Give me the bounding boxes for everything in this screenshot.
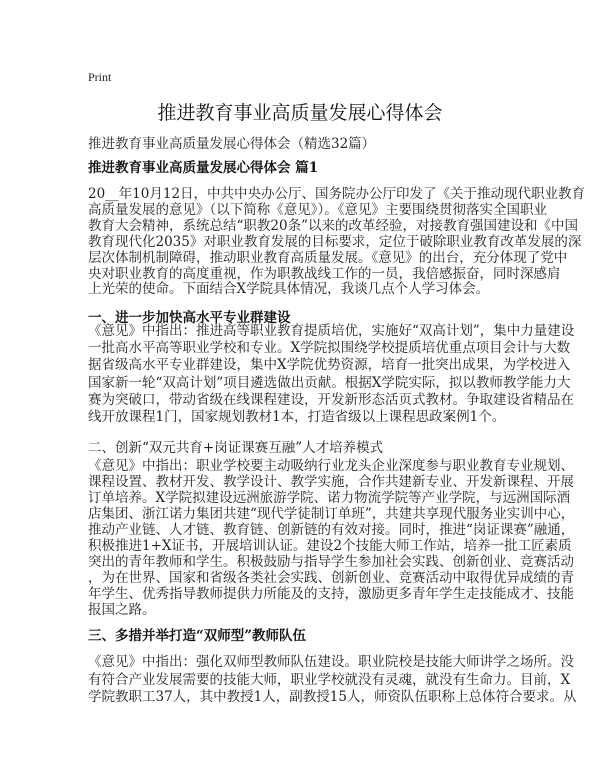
article-heading: 推进教育事业高质量发展心得体会 篇1 [88,160,319,176]
text-line: 《意见》中指出：强化双师型教师队伍建设。职业院校是技能大师讲学之场所。没 [88,654,574,670]
text-line: 上光荣的使命。下面结合X学院具体情况，我谈几点个人学习体会。 [88,281,490,298]
text-line: 一批高水平高等职业学校和专业。X学院拟围绕学校提质培优重点项目会计与大数 [88,340,571,357]
paragraph-section-1 [88,323,575,426]
text-line: 据省级高水平专业群建设，集中X学院优势资源，培育一批突出成果，为学校进入 [88,357,571,374]
text-line: 学院教职工37人，其中教授1人，副教授15人，师资队伍职称上总体符合要求。从 [88,689,577,705]
paragraph-intro [88,186,586,298]
print-link[interactable]: Print [88,70,112,84]
text-line: 线开放课程1门，国家规划教材1本，打造省级以上课程思政案例1个。 [88,409,506,426]
text-line: 央对职业教育的高度重视，作为职教战线工作的一员，我倍感振奋，同时深感肩 [88,265,561,282]
text-line: 突出的青年教师和学生。积极鼓励与指导学生参加社会实践、创新创业、竞赛活动 [88,553,574,570]
text-line: 有符合产业发展需要的技能大师，职业学校就没有灵魂，就没有生命力。目前，X [88,671,571,688]
text-line: 赛为突破口，带动省级在线课程建设，开发新形态活页式教材。争取建设省精品在 [88,391,574,408]
text-line: 店集团、浙江诺力集团共建“现代学徒制订单班”，共建共享现代服务业实训中心， [88,505,575,522]
text-line: ，为在世界、国家和省级各类社会实践、创新创业、竞赛活动中取得优异成绩的青 [88,569,574,586]
paragraph-section-3 [88,654,577,707]
section-heading-3: 三、多措并举打造“双师型”教师队伍 [88,628,307,644]
text-line: 国家新一轮“双高计划”项目遴选做出贡献。根据X学院实际，拟以教师教学能力大 [88,374,571,391]
text-line: 教育现代化2035》对职业教育发展的目标要求，定位于破除职业教育改革发展的深 [88,233,582,250]
text-line: 层次体制机制障碍，推动职业教育高质量发展。《意见》的出台，充分体现了党中 [88,249,568,266]
text-line: 订单培养。X学院拟建设远洲旅游学院、诺力物流学院等产业学院，与远洲国际酒 [88,489,571,506]
text-line: 报国之路。 [88,601,156,618]
text-line: 高质量发展的意见》（以下简称《意见》）。《意见》主要围绕贯彻落实全国职业 [88,201,547,218]
text-line: 课程设置、教材开发、教学设计、教学实施，合作共建新专业、开发新课程、开展 [88,473,574,490]
section-heading-2: 二、创新“双元共育+岗证课赛互融”人才培养模式 [88,440,384,456]
text-line: 《意见》中指出：推进高等职业教育提质培优，实施好“双高计划”，集中力量建设 [88,323,575,339]
text-line: 年学生、优秀指导教师提供力所能及的支持，激励更多青年学生走技能成才、技能 [88,585,574,602]
text-line: 《意见》中指出：职业学校要主动吸纳行业龙头企业深度参与职业教育专业规划、 [88,458,574,474]
page-title: 推进教育事业高质量发展心得体会 [157,102,443,124]
paragraph-section-2 [88,458,575,619]
text-line: 教育大会精神，系统总结“职教20条”以来的改革经验，对接教育强国建设和《中国 [88,217,578,234]
section-heading-1: 一、进一步加快高水平专业群建设 [88,310,291,326]
document-subtitle: 推进教育事业高质量发展心得体会（精选32篇） [88,136,376,152]
text-line: 20__年10月12日，中共中央办公厅、国务院办公厅印发了《关于推动现代职业教育 [88,186,586,202]
text-line: 推动产业链、人才链、教育链、创新链的有效对接。同时，推进“岗证课赛”融通， [88,521,575,538]
text-line: 积极推进1+X证书，开展培训认证。建设2个技能大师工作站，培养一批工匠素质 [88,537,572,554]
